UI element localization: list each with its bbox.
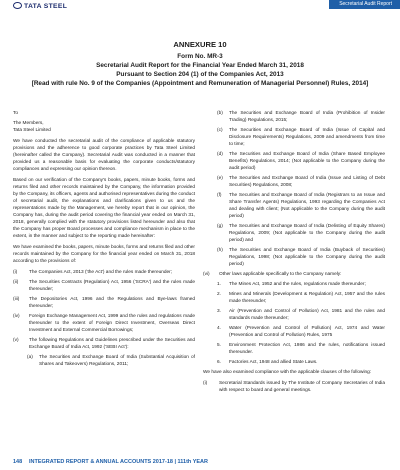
logo-text: TATA STEEL: [24, 3, 68, 10]
list-text: The Securities and Exchange Board of India (Buyback of Securities) Regulations, 1998; (Not applicable to the Company during the audit period): [229, 248, 385, 267]
list-number: 1.: [217, 282, 221, 287]
list-text: The Securities Contracts (Regulation) Act, 1956 ('SCRA') and the rules made thereunder;: [29, 280, 195, 292]
report-name: INTEGRATED REPORT & ANNUAL ACCOUNTS 2017-18 | 111th YEAR: [29, 459, 208, 465]
sub-list-item: [217, 151, 385, 172]
rule-line: [Read with rule No. 9 of the Companies (Appointment and Remuneration of Managerial Personnel) Rules, 2014]: [31, 80, 369, 87]
form-number: Form No. MR-3: [177, 53, 223, 60]
company-logo: [13, 2, 67, 10]
list-text: The Securities and Exchange Board of India (Substantial Acquisition of Shares and Takeovers) Regulations, 2011;: [39, 355, 195, 367]
sub-list-item: [217, 127, 385, 148]
page-footer: [0, 456, 400, 470]
left-column: [13, 110, 195, 371]
list-number: (i): [13, 270, 18, 275]
list-number: (a): [27, 355, 33, 360]
list-text: Factories Act, 1948 and allied State Laws.: [229, 360, 318, 365]
sub-list-item: [217, 110, 385, 124]
list-text: Water (Prevention and Control of Pollution) Act, 1974 and Water (Prevention and Control of Pollution) Rules, 1975: [229, 326, 385, 338]
sub-list-item: [217, 247, 385, 268]
law-item: [217, 342, 385, 356]
law-item: [217, 291, 385, 305]
list-number: 5.: [217, 343, 221, 348]
list-text: Other laws applicable specifically to the Company namely:: [219, 272, 342, 277]
addressee-company: Tata Steel Limited: [13, 128, 51, 133]
list-text: The Companies Act, 2013 ('the Act') and the rules made thereunder;: [29, 270, 173, 275]
list-text: Air (Prevention and Control of Pollution) Act, 1981 and the rules and standards made thereunder;: [229, 309, 385, 321]
paragraph: We have examined the books, papers, minute books, forms and returns filed and other records maintained by the Company for the financial year ended on March 31, 2018 according to the provisions of:: [13, 245, 195, 264]
list-number: (v): [13, 338, 19, 343]
list-number: (b): [217, 111, 223, 116]
addressee-to: To: [13, 111, 19, 116]
list-item: [13, 337, 195, 351]
document-heading: [0, 40, 400, 88]
list-number: (iii): [13, 297, 20, 302]
list-text: The Securities and Exchange Board of India (Delisting of Equity Shares) Regulations, 2009; (Not applicable to the Company during the audit period) and: [229, 224, 385, 243]
list-text: The Mines Act, 1952 and the rules, regulations made thereunder;: [229, 282, 366, 287]
list-text: Environment Protection Act, 1986 and the rules, notifications issued thereunder.: [229, 343, 385, 355]
report-title: Secretarial Audit Report for the Financial Year Ended March 31, 2018: [96, 62, 304, 69]
list-number: 4.: [217, 326, 221, 331]
list-number: (vi): [203, 272, 210, 277]
law-item: [217, 281, 385, 288]
paragraph: We have conducted the secretarial audit of the compliance of applicable statutory provisions and the adherence to good corporate practices by Tata Steel Limited (hereinafter called the Company). Secretarial Audit was conducted in a manner that provided us a reasonable basis for evaluating the corporate conducts/statutory compliances and expressing our opinion thereon.: [13, 139, 195, 172]
pursuant-line: Pursuant to Section 204 (1) of the Companies Act, 2013: [116, 71, 284, 78]
list-number: (g): [217, 224, 223, 229]
list-text: The Securities and Exchange Board of India (Issue of Capital and Disclosure Requirements) Regulations, 2009 and amendments from time to time;: [229, 128, 385, 147]
list-text: Foreign Exchange Management Act, 1999 and the rules and regulations made thereunder to the extent of Foreign Direct Investment, Overseas Direct Investment and External Commercial Borrowings;: [29, 314, 195, 333]
list-number: (i): [203, 381, 208, 386]
list-number: 2.: [217, 292, 221, 297]
list-text: The Securities and Exchange Board of India (Issue and Listing of Debt Securities) Regulations, 2008;: [229, 176, 385, 188]
list-item: [13, 279, 195, 293]
sub-list-item: [27, 354, 195, 368]
list-number: (e): [217, 176, 223, 181]
list-number: (d): [217, 152, 223, 157]
paragraph: We have also examined compliance with the applicable clauses of the following:: [203, 370, 372, 375]
list-item: [203, 271, 385, 278]
page-header: [0, 0, 400, 14]
list-text: The Depositories Act, 1996 and the Regulations and Bye-laws framed thereunder;: [29, 297, 195, 309]
list-number: 6.: [217, 360, 221, 365]
list-number: (c): [217, 128, 223, 133]
sub-list-item: [217, 192, 385, 220]
list-item: [203, 380, 385, 394]
addressee: [13, 110, 195, 134]
list-number: 3.: [217, 309, 221, 314]
tata-logo-icon: [13, 2, 22, 9]
sub-list-item: [217, 175, 385, 189]
list-text: Secretarial Standards issued by The Institute of Company Secretaries of India with respect to board and general meetings.: [219, 381, 385, 393]
page-number: 148: [13, 459, 23, 465]
law-item: [217, 308, 385, 322]
list-text: Mines and Minerals (Development & Regulation) Act, 1957 and the rules made thereunder;: [229, 292, 385, 304]
list-text: The following Regulations and Guidelines prescribed under the Securities and Exchange Board of India Act, 1992 ('SEBI Act'):: [29, 338, 195, 350]
addressee-members: The Members,: [13, 121, 44, 126]
list-text: The Securities and Exchange Board of India (Prohibition of Insider Trading) Regulations, 2015;: [229, 111, 385, 123]
section-tag: Secretarial Audit Report: [329, 0, 400, 9]
list-item: [13, 269, 195, 276]
list-number: (iv): [13, 314, 20, 319]
right-column: [203, 110, 385, 397]
list-number: (h): [217, 248, 223, 253]
list-number: (ii): [13, 280, 19, 285]
annexure-title: ANNEXURE 10: [173, 40, 227, 49]
law-item: [217, 325, 385, 339]
paragraph: Based on our verification of the Company's books, papers, minute books, forms and returns filed and other records maintained by the Company, the information provided by the Company, its officers, agents and authorised representatives during the conduct of secretarial audit, the explanations and clarifications given to us and the representations made by the Management, we hereby report that in our opinion, the Company has, during the audit period covering the financial year ended on March 31, 2018, generally complied with the statutory provisions listed hereunder and also that the Company has proper Board processes and compliance mechanism in place to the extent, in the manner and subject to the reporting made hereinafter:: [13, 178, 196, 239]
sub-list-item: [217, 223, 385, 244]
list-text: The Securities and Exchange Board of India (Registrars to an Issue and Share Transfer Agents) Regulations, 1993 regarding the Companies Act and dealing with client; (Not applicable to the Company during the audit period): [229, 193, 385, 219]
list-item: [13, 296, 195, 310]
list-text: The Securities and Exchange Board of India (Share Based Employee Benefits) Regulations, 2014; (Not applicable to the Company during the audit period): [229, 152, 385, 171]
list-number: (f): [217, 193, 222, 198]
law-item: [217, 359, 385, 366]
list-item: [13, 313, 195, 334]
